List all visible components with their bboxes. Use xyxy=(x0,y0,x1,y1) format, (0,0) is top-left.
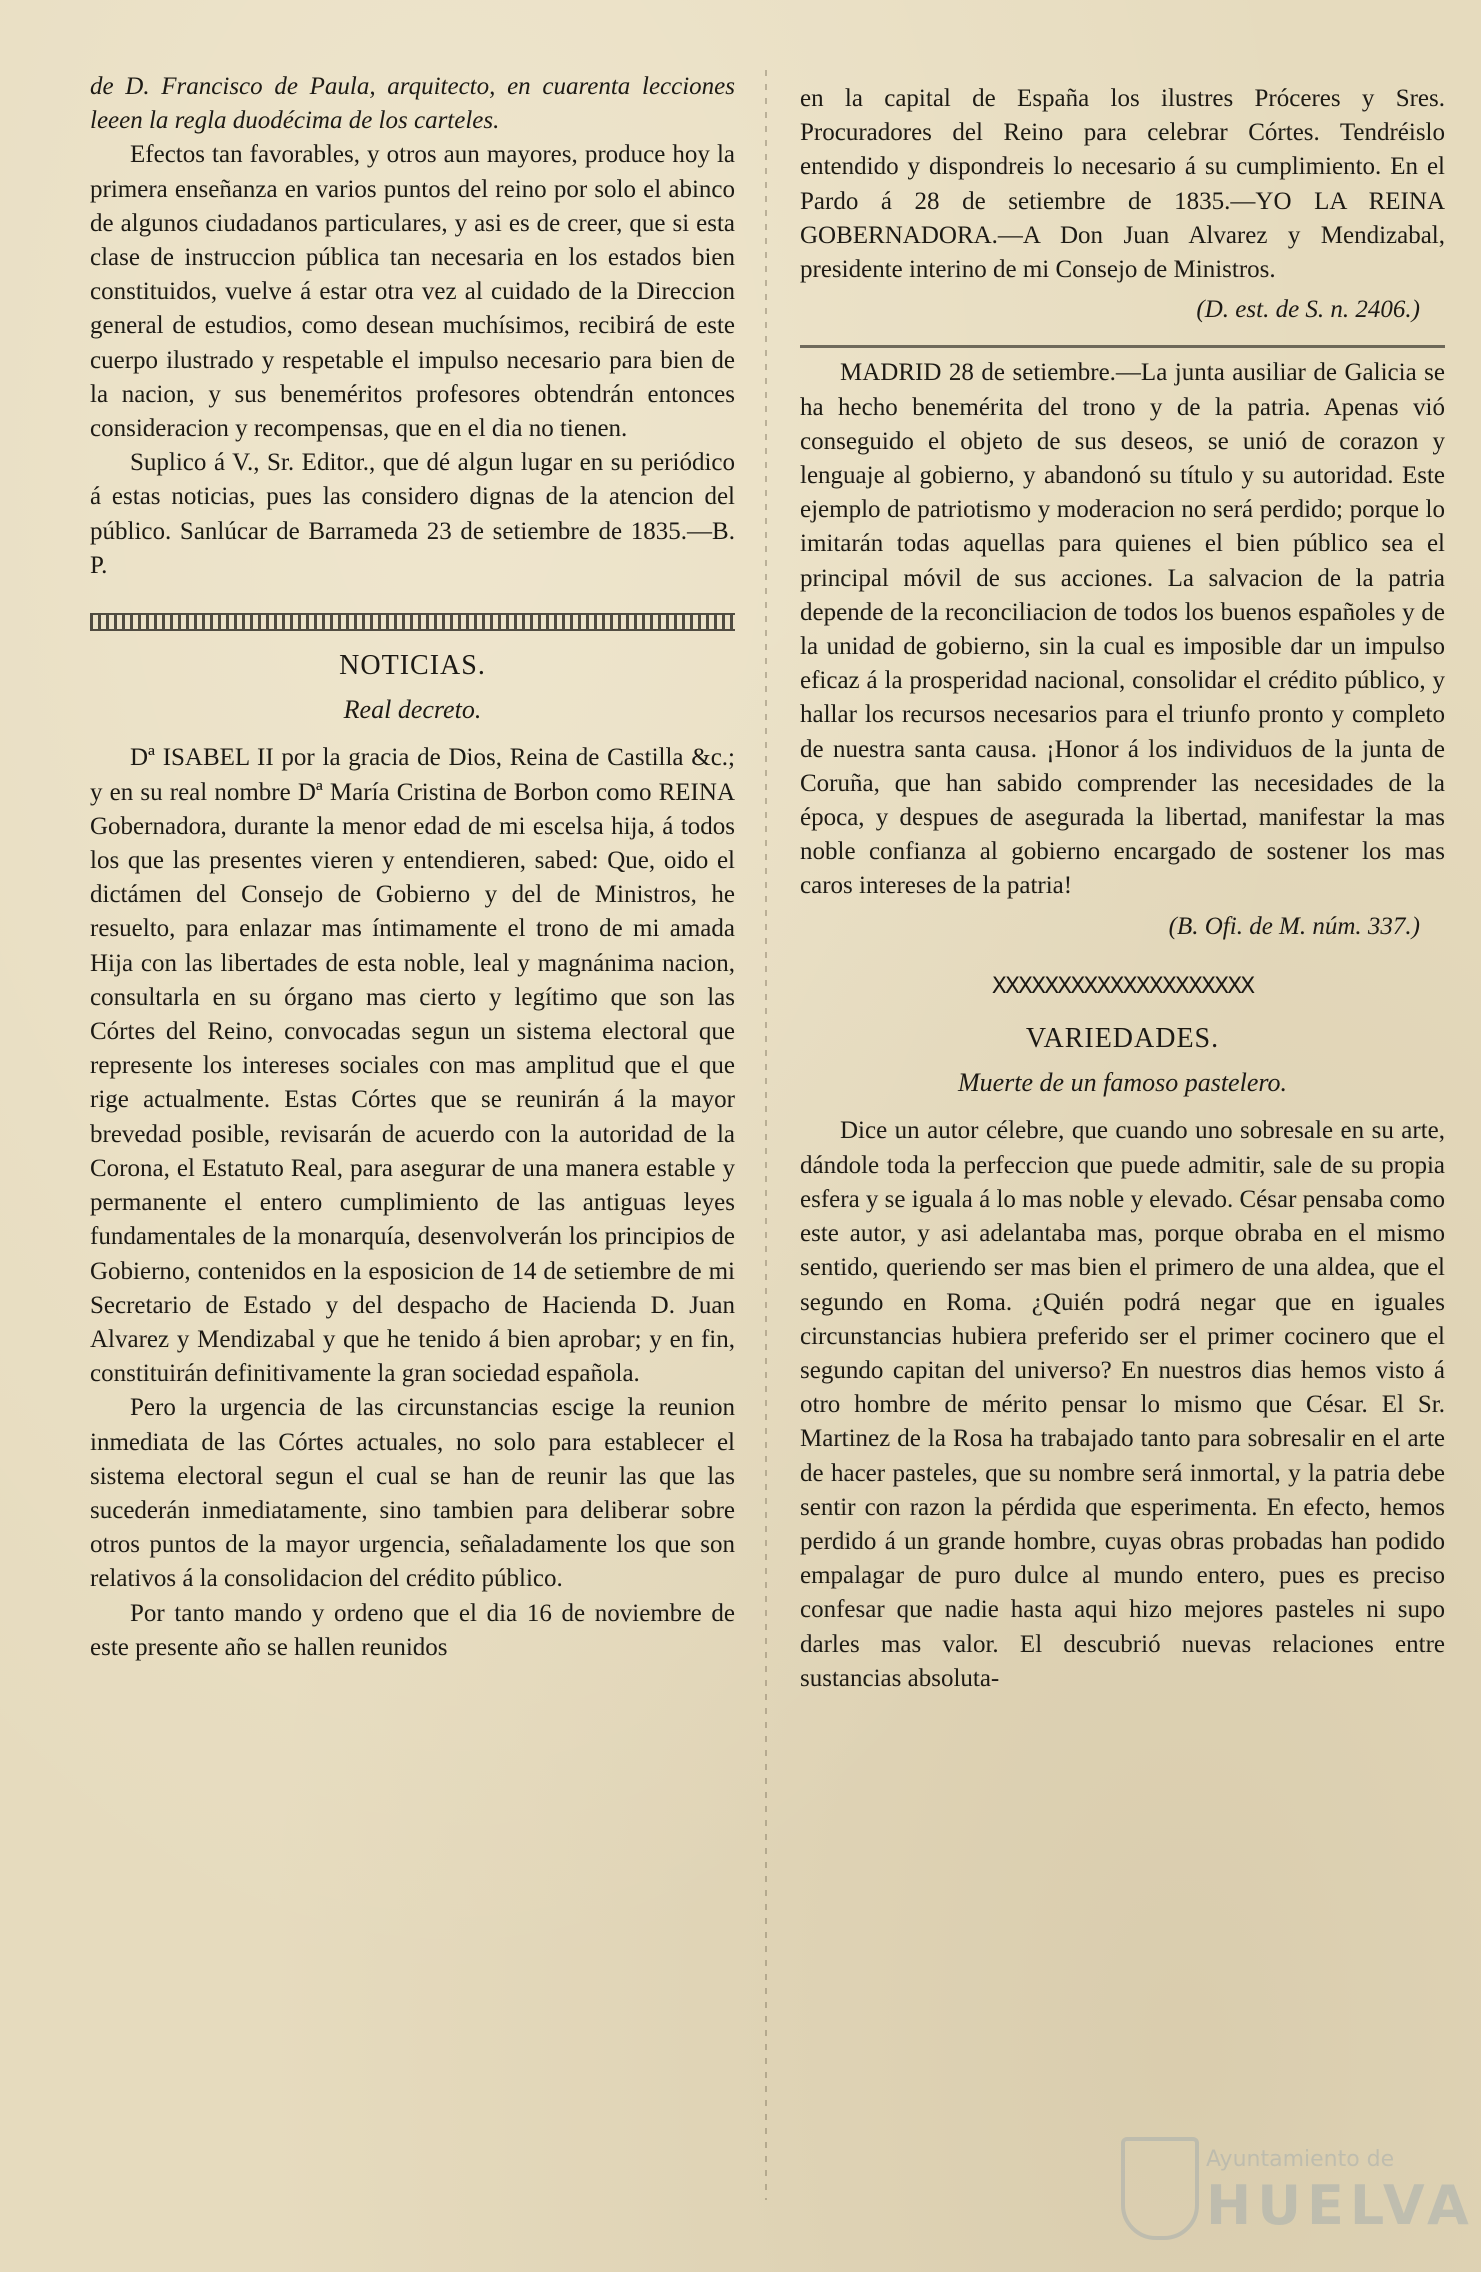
watermark-top: Ayuntamiento de xyxy=(1206,2147,1395,2172)
wavy-separator xyxy=(90,613,735,631)
decree-paragraph: Pero la urgencia de las circunstancias escige la reunion inmediata de las Córtes actuales, no solo para establecer el sistema electoral segun el cual se han de reunir las que las sucederán inmediatamente, sino tambien para deliberar sobre otros puntos de la mayor urgencia, señaladamente los que son relativos á la consolidacion del crédito público. xyxy=(90,1394,735,1593)
section-heading-variedades: VARIEDADES. xyxy=(1025,1023,1220,1055)
ornament-separator: XXXXXXXXXXXXXXXXXXXX xyxy=(991,973,1254,999)
decree-paragraph: Dª ISABEL II por la gracia de Dios, Reina de Castilla &c.; y en su real nombre Dª María Cristina de Borbon como REINA Gobernadora, durante la menor edad de mi escelsa hija, á todos los que las presentes vieren y entendieren, sabed: Que, oido el dictámen del Consejo de Gobierno y del de Ministros, he resuelto, para enlazar mas íntimamente el trono de mi amada Hija con las libertades de esta noble, leal y magnánima nacion, consultarla en su órgano mas cierto y legítimo que son las Córtes del Reino, convocadas segun un sistema electoral que represente los intereses sociales con mas amplitud que el que rige actualmente. Estas Córtes que se reunirán á la mayor brevedad posible, revisarán de acuerdo con la autoridad de la Corona, el Estatuto Real, para asegurar de una manera estable y permanente el entero cumplimiento de las antiguas leyes fundamentales de la monarquía, desenvolverán los principios de Gobierno, contenidos en la esposicion de 14 de setiembre de mi Secretario de Estado y del despacho de Hacienda D. Juan Alvarez y Mendizabal y que he tenido á bien aprobar; y en fin, constituirán definitivamente la gran sociedad española. xyxy=(90,744,735,1388)
section-heading-noticias: NOTICIAS. xyxy=(339,650,486,682)
archive-watermark xyxy=(1121,2132,1475,2242)
watermark-main: HUELVA xyxy=(1206,2174,1475,2237)
shield-icon xyxy=(1121,2137,1199,2240)
citation: (D. est. de S. n. 2406.) xyxy=(1196,296,1420,324)
right-column xyxy=(800,82,1445,1696)
article-paragraph: Suplico á V., Sr. Editor., que dé algun lugar en su periódico á estas noticias, pues las considero dignas de la atencion del público. Sanlúcar de Barrameda 23 de setiembre de 1835.—B. P. xyxy=(90,449,735,579)
variedades-paragraph: Dice un autor célebre, que cuando uno sobresale en su arte, dándole toda la perfeccion que puede admitir, sale de su propia esfera y se iguala á lo mas noble y elevado. César pensaba como este autor, y asi adelantaba mas, porque obraba en el mismo sentido, queriendo ser mas bien el primero de una aldea, que el segundo en Roma. ¿Quién podrá negar que en iguales circunstancias hubiera preferido ser el primer cocinero que el segundo capitan del universo? En nuestros dias hemos visto á otro hombre de mérito pensar lo mismo que César. El Sr. Martinez de la Rosa ha trabajado tanto para sobresalir en el arte de hacer pasteles, que su nombre será inmortal, y la patria debe sentir con razon la pérdida que esperimenta. En efecto, hemos perdido á un grande hombre, cuyas obras probadas han podido empalagar de puro dulce al mundo entero, pues es preciso confesar que nadie hasta aqui hizo mejores pasteles ni supo darles mas valor. El descubrió nuevas relaciones entre sustancias absoluta- xyxy=(800,1117,1445,1692)
decree-continuation: en la capital de España los ilustres Próceres y Sres. Procuradores del Reino para celebrar Córtes. Tendréislo entendido y dispondreis lo necesario á su cumplimiento. En el Pardo á 28 de setiembre de 1835.—YO LA REINA GOBERNADORA.—A Don Juan Alvarez y Mendizabal, presidente interino de mi Consejo de Ministros. xyxy=(800,85,1445,284)
madrid-paragraph: MADRID 28 de setiembre.—La junta ausiliar de Galicia se ha hecho benemérita del trono y de la patria. Apenas vió conseguido el objeto de sus deseos, se unió de corazon y lenguaje al gobierno, y abandonó su título y su autoridad. Este ejemplo de patriotismo y moderacion no será perdido; porque lo imitarán todas aquellas para quienes el bien público sea el principal móvil de sus acciones. La salvacion de la patria depende de la reconciliacion de todos los buenos españoles y de la unidad de gobierno, sin la cual es imposible dar un impulso eficaz á la prosperidad nacional, consolidar el crédito público, y hallar los recursos necesarios para el triunfo pronto y completo de nuestra santa causa. ¡Honor á los individuos de la junta de Coruña, que han sabido comprender las necesidades de la época, y despues de asegurada la libertad, manifestar la mas noble confianza al gobierno encargado de sostener los mas caros intereses de la patria! xyxy=(800,359,1445,900)
rule-separator xyxy=(800,345,1445,348)
intro-lines: de D. Francisco de Paula, arquitecto, en cuarenta lecciones leeen la regla duodécima de los carteles. xyxy=(90,73,735,135)
citation: (B. Ofi. de M. núm. 337.) xyxy=(1168,912,1420,940)
article-paragraph: Efectos tan favorables, y otros aun mayores, produce hoy la primera enseñanza en varios puntos del reino por solo el abinco de algunos ciudadanos particulares, y asi es de creer, que si esta clase de instruccion pública tan necesaria en los estados bien constituidos, vuelve á estar otra vez al cuidado de la Direccion general de estudios, como desean muchísimos, recibirá de este cuerpo ilustrado y respetable el impulso necesario para bien de la nacion, y sus beneméritos profesores obtendrán entonces consideracion y recompensas, que en el dia no tienen. xyxy=(90,141,735,443)
decree-paragraph: Por tanto mando y ordeno que el dia 16 de noviembre de este presente año se hallen reunidos xyxy=(90,1599,735,1661)
column-divider xyxy=(765,70,767,2200)
left-column xyxy=(90,70,735,1665)
subheading-pastelero: Muerte de un famoso pastelero. xyxy=(957,1068,1288,1098)
subheading-real-decreto: Real decreto. xyxy=(343,695,482,725)
